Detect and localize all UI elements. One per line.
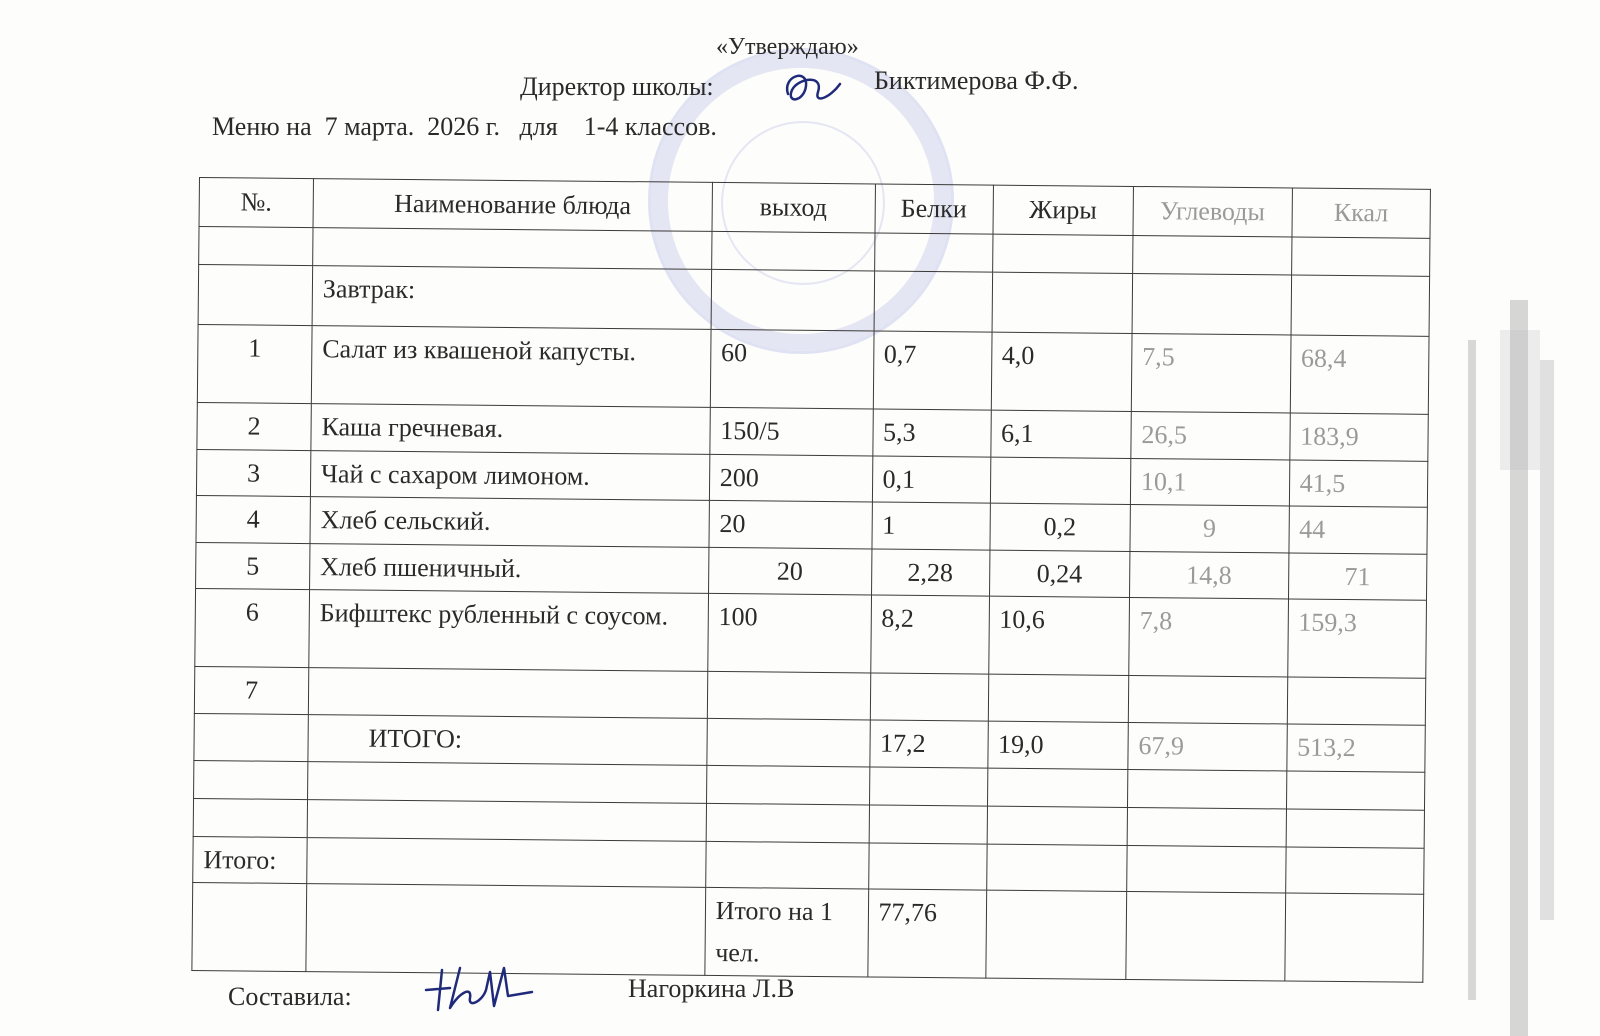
- row-carbs: 14,8: [1129, 551, 1288, 599]
- header-proteins: Белки: [874, 184, 992, 234]
- row-fats: [990, 457, 1131, 505]
- row-carbs: 7,8: [1129, 598, 1288, 678]
- row-kcal: 183,9: [1289, 413, 1428, 461]
- row-output: 150/5: [710, 407, 873, 455]
- row-dish-name: Чай с сахаром лимоном.: [310, 450, 709, 500]
- row-kcal: 68,4: [1290, 335, 1429, 414]
- row-output: 20: [709, 501, 872, 549]
- row-num: 4: [196, 496, 310, 544]
- row-proteins: 5,3: [872, 409, 990, 457]
- row-kcal: 41,5: [1289, 460, 1428, 508]
- row-num: 7: [194, 667, 308, 715]
- row-proteins: 0,1: [872, 456, 990, 504]
- header-fats: Жиры: [992, 185, 1133, 235]
- row-carbs: 9: [1130, 505, 1289, 553]
- header-output: выход: [712, 182, 875, 233]
- header-kcal: Ккал: [1292, 188, 1431, 238]
- director-name: Биктимерова Ф.Ф.: [874, 66, 1079, 95]
- section-breakfast-label: Завтрак:: [312, 266, 711, 330]
- table-row-per-person: [192, 883, 1424, 983]
- director-label: Директор школы:: [520, 72, 714, 101]
- composer-signature: [420, 962, 540, 1016]
- scanner-edge-artifact: [1440, 300, 1600, 1036]
- table-row: [197, 324, 1429, 414]
- row-proteins: 8,2: [870, 595, 989, 674]
- row-carbs: 26,5: [1131, 411, 1290, 459]
- per-person-value: 77,76: [867, 889, 986, 978]
- row-proteins: 1: [871, 502, 989, 550]
- row-num: 2: [197, 402, 311, 450]
- approval-heading: «Утверждаю»: [716, 34, 859, 60]
- header-num: №.: [199, 178, 313, 228]
- row-dish-name: Каша гречневая.: [311, 404, 710, 454]
- total-carbs: 67,9: [1128, 722, 1287, 770]
- row-kcal: 44: [1289, 506, 1428, 554]
- row-dish-name: Бифштекс рубленный с соусом.: [309, 590, 709, 672]
- row-num: 6: [195, 589, 310, 668]
- row-dish-name: Салат из квашеной капусты.: [311, 326, 711, 408]
- row-output: 200: [709, 454, 872, 502]
- total-proteins: 17,2: [869, 720, 987, 768]
- menu-table: [191, 177, 1431, 983]
- row-num: 3: [196, 449, 310, 497]
- row-output: 60: [710, 329, 874, 409]
- row-carbs: 7,5: [1131, 333, 1290, 413]
- header-carbs: Углеводы: [1133, 186, 1292, 237]
- row-fats: 4,0: [991, 332, 1132, 411]
- total-label: Итого:: [193, 836, 307, 884]
- row-num: 5: [196, 542, 310, 590]
- table-row: [195, 589, 1427, 679]
- menu-title: Меню на 7 марта. 2026 г. для 1-4 классов.: [212, 112, 717, 141]
- row-fats: 0,2: [989, 503, 1130, 551]
- header-dish-name: Наименование блюда: [313, 179, 712, 232]
- director-signature: [778, 64, 848, 110]
- row-dish-name: Хлеб сельский.: [310, 497, 709, 547]
- row-fats: 10,6: [988, 596, 1129, 675]
- row-proteins: 2,28: [871, 549, 989, 597]
- row-num: 1: [197, 324, 312, 403]
- total-caps-label: ИТОГО:: [308, 715, 707, 765]
- row-dish-name: Хлеб пшеничный.: [309, 543, 708, 593]
- total-fats: 19,0: [987, 721, 1128, 769]
- composed-by-label: Составила:: [228, 982, 352, 1011]
- row-fats: 0,24: [989, 550, 1130, 598]
- composed-by-name: Нагоркина Л.В: [628, 974, 795, 1003]
- row-kcal: 71: [1288, 553, 1427, 601]
- row-proteins: 0,7: [873, 331, 992, 410]
- row-output: 20: [708, 547, 871, 595]
- row-carbs: 10,1: [1130, 458, 1289, 506]
- row-output: 100: [708, 594, 872, 674]
- row-kcal: 159,3: [1287, 599, 1426, 678]
- row-fats: 6,1: [990, 410, 1131, 458]
- per-person-label: Итого на 1 чел.: [705, 888, 869, 978]
- total-kcal: 513,2: [1286, 724, 1425, 772]
